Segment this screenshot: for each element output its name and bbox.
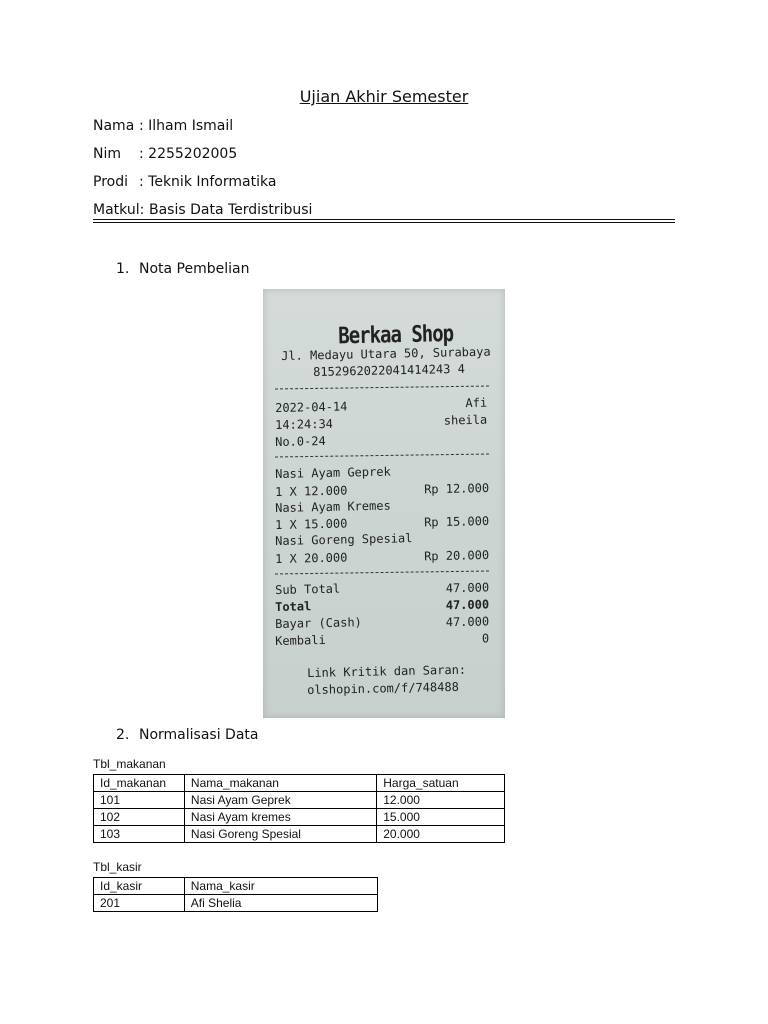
- table-row: [94, 895, 378, 912]
- receipt-date: 2022-04-14: [275, 399, 348, 415]
- receipt-item-qty: 1 X 20.000: [275, 550, 348, 566]
- receipt-subtotal-label: Sub Total: [275, 581, 341, 597]
- receipt-bayar-value: 47.000: [445, 614, 490, 630]
- table-row: [94, 809, 505, 826]
- table-cell: 20.000: [377, 826, 505, 843]
- table-header-row: [94, 878, 378, 895]
- receipt-cashier-first: Afi: [465, 395, 488, 411]
- section-title: Normalisasi Data: [139, 727, 259, 743]
- receipt-bayar-label: Bayar (Cash): [275, 615, 362, 631]
- receipt-divider: [275, 454, 489, 458]
- table-cell: 15.000: [377, 809, 505, 826]
- receipt-total-value: 47.000: [445, 597, 490, 613]
- receipt-item-name: Nasi Goreng Spesial: [275, 531, 413, 548]
- table-label-kasir: Tbl_kasir: [93, 860, 142, 874]
- nama-value: : Ilham Ismail: [139, 118, 234, 134]
- table-header-cell: Id_kasir: [94, 878, 185, 895]
- receipt-item-name: Nasi Ayam Kremes: [275, 498, 391, 515]
- section-title: Nota Pembelian: [139, 261, 250, 277]
- section-number: 2.: [116, 727, 130, 743]
- receipt-item-qty: 1 X 15.000: [275, 516, 348, 532]
- receipt-link-label: Link Kritik dan Saran:: [307, 662, 467, 680]
- table-header-row: [94, 775, 505, 792]
- matkul-value: Basis Data Terdistribusi: [149, 202, 313, 218]
- receipt-cashier-second: sheila: [443, 412, 488, 428]
- section-heading-1: [116, 261, 249, 277]
- divider-line: [93, 219, 675, 220]
- receipt-item-name: Nasi Ayam Geprek: [275, 464, 391, 481]
- info-nim: [93, 146, 237, 162]
- table-makanan: [93, 774, 505, 843]
- page-title: Ujian Akhir Semester: [299, 87, 469, 106]
- info-nama: [93, 118, 233, 134]
- receipt-photo: [263, 289, 505, 718]
- table-cell: 12.000: [377, 792, 505, 809]
- table-cell: Nasi Ayam kremes: [184, 809, 376, 826]
- nim-value: : 2255202005: [139, 146, 238, 162]
- table-cell: 102: [94, 809, 185, 826]
- receipt-total-label: Total: [275, 599, 312, 614]
- receipt-time: 14:24:34: [275, 416, 334, 432]
- table-cell: Nasi Ayam Geprek: [184, 792, 376, 809]
- prodi-label: Prodi: [93, 174, 128, 190]
- info-prodi: [93, 174, 276, 190]
- receipt-shop-name: Berkaa Shop: [338, 320, 454, 350]
- receipt-kembali-value: 0: [481, 631, 490, 646]
- table-header-cell: Id_makanan: [94, 775, 185, 792]
- receipt-number: No.0-24: [275, 433, 326, 449]
- table-cell: 103: [94, 826, 185, 843]
- table-header-cell: Nama_kasir: [184, 878, 377, 895]
- info-matkul: [93, 202, 312, 218]
- table-kasir: [93, 877, 378, 912]
- table-row: [94, 826, 505, 843]
- section-heading-2: [116, 727, 258, 743]
- receipt-item-price: Rp 12.000: [423, 480, 490, 497]
- table-cell: 101: [94, 792, 185, 809]
- table-header-cell: Nama_makanan: [184, 775, 376, 792]
- receipt-address: Jl. Medayu Utara 50, Surabaya: [281, 344, 491, 363]
- table-row: [94, 792, 505, 809]
- table-cell: Afi Shelia: [184, 895, 377, 912]
- table-header-cell: Harga_satuan: [377, 775, 505, 792]
- receipt-divider: [275, 571, 489, 575]
- receipt-kembali-label: Kembali: [275, 632, 326, 648]
- receipt-item-qty: 1 X 12.000: [275, 483, 348, 499]
- section-number: 1.: [116, 261, 130, 277]
- receipt-phone: 8152962022041414243 4: [313, 361, 465, 379]
- matkul-label: Matkul:: [93, 202, 145, 218]
- prodi-value: : Teknik Informatika: [139, 174, 277, 190]
- table-cell: Nasi Goreng Spesial: [184, 826, 376, 843]
- table-cell: 201: [94, 895, 185, 912]
- receipt-subtotal-value: 47.000: [445, 580, 490, 596]
- receipt-item-price: Rp 20.000: [423, 547, 490, 564]
- table-label-makanan: Tbl_makanan: [93, 757, 166, 771]
- receipt-item-price: Rp 15.000: [423, 513, 490, 530]
- nama-label: Nama: [93, 118, 135, 134]
- receipt-divider: [275, 386, 489, 390]
- receipt-link-url: olshopin.com/f/748488: [307, 679, 459, 697]
- nim-label: Nim: [93, 146, 121, 162]
- divider-line: [93, 222, 675, 223]
